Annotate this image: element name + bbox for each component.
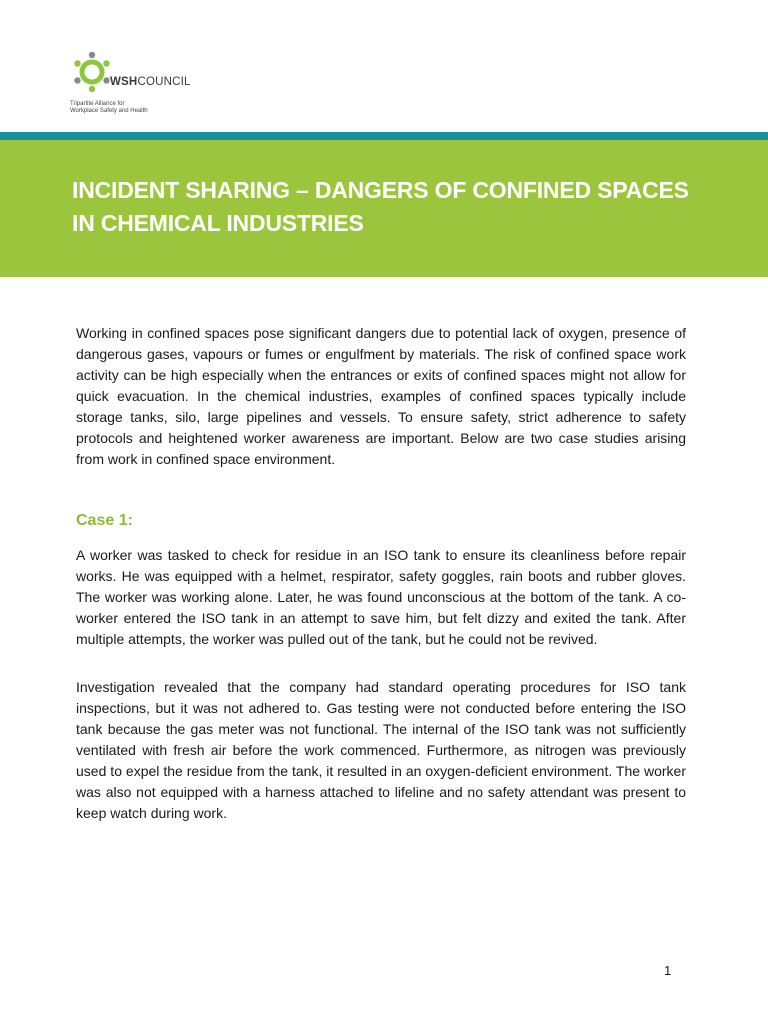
teal-divider-bar bbox=[0, 132, 768, 140]
people-circle-logo-icon bbox=[70, 50, 114, 94]
wsh-council-logo bbox=[70, 50, 210, 120]
page-title: INCIDENT SHARING – DANGERS OF CONFINED SPACES IN CHEMICAL INDUSTRIES bbox=[72, 177, 689, 236]
page-number: 1 bbox=[664, 963, 672, 978]
logo-tagline: Tripartite Alliance for Workplace Safety and Health bbox=[70, 101, 148, 114]
case-1-paragraph-2: Investigation revealed that the company had standard operating procedures for ISO tank inspections, but it was not adhered to. Gas testing were not conducted before entering the ISO tank because the gas meter was not functional. The internal of the ISO tank was not sufficiently ventilated with fresh air before the work commenced. Furthermore, as nitrogen was previously used to expel the residue from the tank, it resulted in an oxygen-deficient environment. The worker was also not equipped with a harness attached to lifeline and no safety attendant was present to keep watch during work. bbox=[76, 679, 686, 821]
logo-wordmark: WSHCOUNCIL bbox=[110, 76, 191, 88]
title-banner bbox=[0, 140, 768, 277]
case-1-heading: Case 1: bbox=[76, 512, 133, 529]
intro-paragraph: Working in confined spaces pose significant dangers due to potential lack of oxygen, presence of dangerous gases, vapours or fumes or engulfment by materials. The risk of confined space work activity can be high especially when the entrances or exits of confined spaces might not allow for quick evacuation. In the chemical industries, examples of confined spaces typically include storage tanks, silo, large pipelines and vessels. To ensure safety, strict adherence to safety protocols and heightened worker awareness are important. Below are two case studies arising from work in confined space environment. bbox=[76, 325, 686, 467]
case-1-paragraph-1: A worker was tasked to check for residue in an ISO tank to ensure its cleanliness before repair works. He was equipped with a helmet, respirator, safety goggles, rain boots and rubber gloves. The worker was working alone. Later, he was found unconscious at the bottom of the tank. A co-worker entered the ISO tank in an attempt to save him, but felt dizzy and exited the tank. After multiple attempts, the worker was pulled out of the tank, but he could not be revived. bbox=[76, 547, 686, 647]
